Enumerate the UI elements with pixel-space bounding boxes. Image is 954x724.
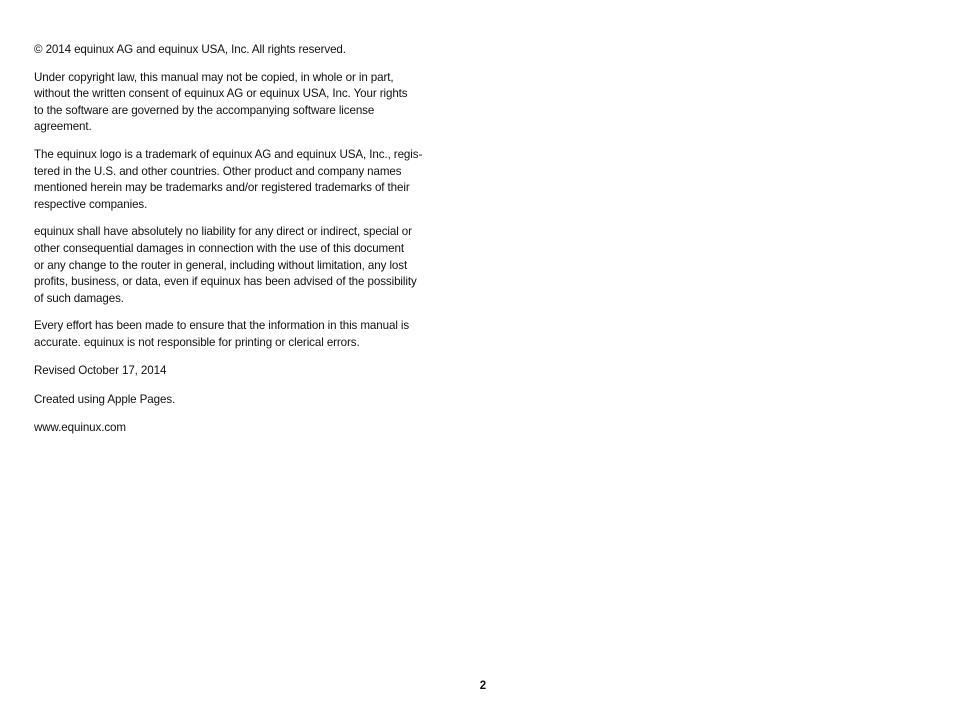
copyright-law-paragraph: Under copyright law, this manual may not be copied, in whole or in part, without the written consent of equinux AG or equinux USA, Inc. Your rights to the software are governed by the accompanying software license agreement. bbox=[34, 70, 408, 134]
trademark-paragraph: The equinux logo is a trademark of equinux AG and equinux USA, Inc., regis- tered in the U.S. and other countries. Other product and company names mentioned herein may be trademarks and/or registered trademarks of their respective companies. bbox=[34, 147, 423, 211]
created-with-note: Created using Apple Pages. bbox=[34, 393, 176, 407]
legal-notice bbox=[34, 42, 454, 447]
website-text: www.equinux.com bbox=[34, 420, 126, 434]
liability-paragraph: equinux shall have absolutely no liability for any direct or indirect, special or other consequential damages in connection with the use of this document or any change to the router in general, including without limitation, any lost profits, business, or data, even if equinux has been advised of the possibility of such damages. bbox=[34, 225, 417, 305]
page-number: 2 bbox=[479, 680, 487, 692]
accuracy-paragraph: Every effort has been made to ensure that the information in this manual is accurate. equinux is not responsible for printing or clerical errors. bbox=[34, 319, 410, 349]
revision-date: Revised October 17, 2014 bbox=[34, 363, 167, 377]
copyright-notice: © 2014 equinux AG and equinux USA, Inc. All rights reserved. bbox=[34, 43, 346, 56]
